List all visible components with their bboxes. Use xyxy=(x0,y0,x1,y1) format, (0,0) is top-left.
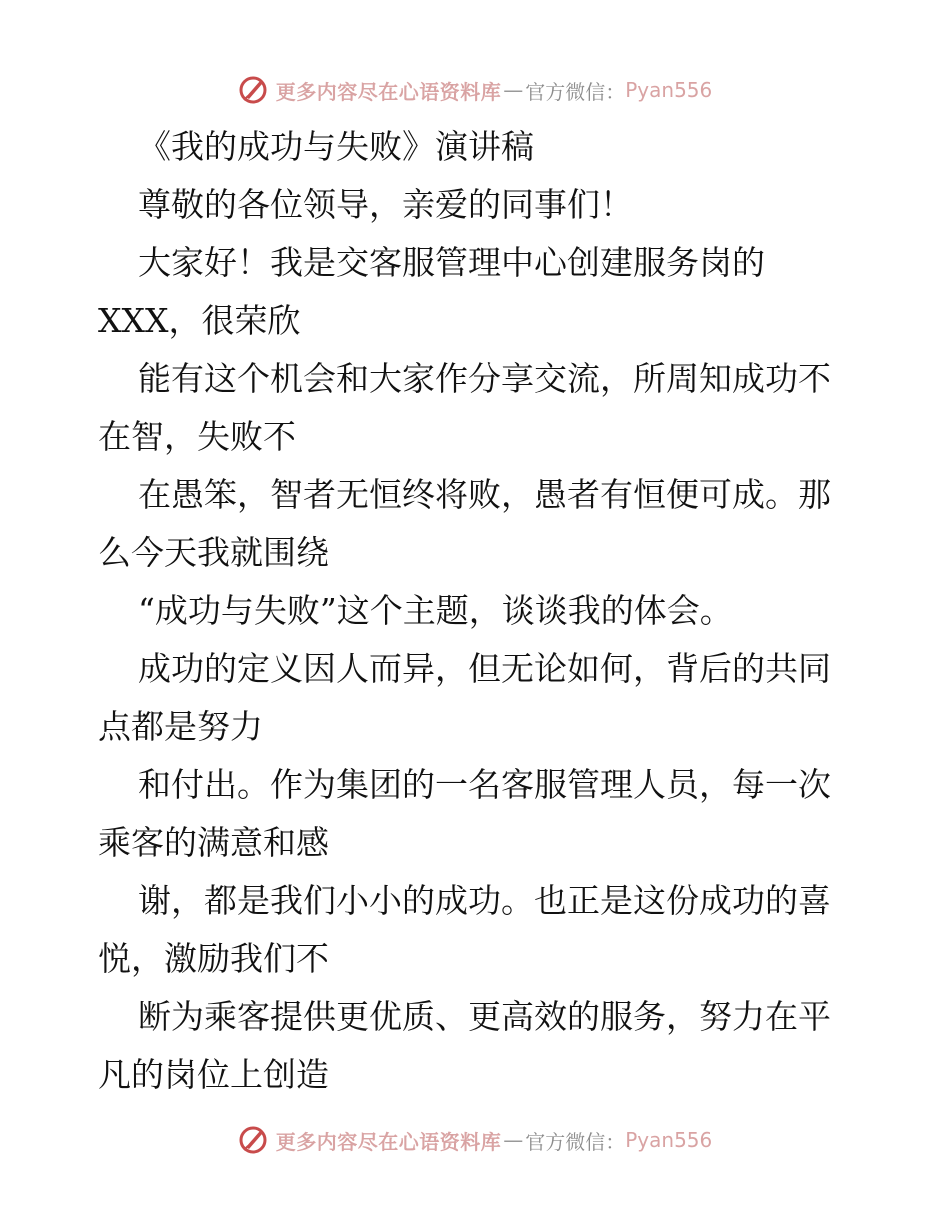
watermark-brand: 更多内容尽在心语资料库 xyxy=(275,1129,502,1154)
text-line: 么今天我就围绕 xyxy=(98,533,329,572)
salutation: 尊敬的各位领导，亲爱的同事们！ xyxy=(138,185,633,224)
text-line: 大家好！我是交客服管理中心创建服务岗的 xyxy=(138,243,765,282)
text-line: 在愚笨，智者无恒终将败，愚者有恒便可成。那 xyxy=(138,475,831,514)
text-line: 乘客的满意和感 xyxy=(98,823,329,862)
document-body xyxy=(98,118,858,1104)
text-line: 谢，都是我们小小的成功。也正是这份成功的喜 xyxy=(138,881,831,920)
watermark-wechat-id: Pyan556 xyxy=(625,78,713,102)
text-line: 凡的岗位上创造 xyxy=(98,1055,329,1094)
watermark-wechat-id: Pyan556 xyxy=(625,1128,713,1152)
watermark-separator: — xyxy=(503,1128,524,1152)
quill-pen-circle-icon xyxy=(238,1125,268,1155)
text-line: XXX，很荣欣 xyxy=(98,301,301,340)
document-title: 《我的成功与失败》演讲稿 xyxy=(138,127,534,166)
text-line: 能有这个机会和大家作分享交流，所周知成功不 xyxy=(138,359,831,398)
watermark-brand: 更多内容尽在心语资料库 xyxy=(275,79,502,104)
watermark-wechat-label: 官方微信： xyxy=(525,1129,626,1154)
text-line: 断为乘客提供更优质、更高效的服务，努力在平 xyxy=(138,997,831,1036)
watermark-wechat-label: 官方微信： xyxy=(525,79,626,104)
text-line: 点都是努力 xyxy=(98,707,263,746)
quill-pen-circle-icon xyxy=(238,75,268,105)
watermark-separator: — xyxy=(503,78,524,102)
footer-watermark xyxy=(0,1120,950,1160)
text-line: 和付出。作为集团的一名客服管理人员，每一次 xyxy=(138,765,831,804)
text-line: 成功的定义因人而异，但无论如何，背后的共同 xyxy=(138,649,831,688)
text-line: “成功与失败”这个主题，谈谈我的体会。 xyxy=(138,591,733,630)
text-line: 悦，激励我们不 xyxy=(98,939,329,978)
text-line: 在智，失败不 xyxy=(98,417,296,456)
header-watermark xyxy=(0,70,950,110)
